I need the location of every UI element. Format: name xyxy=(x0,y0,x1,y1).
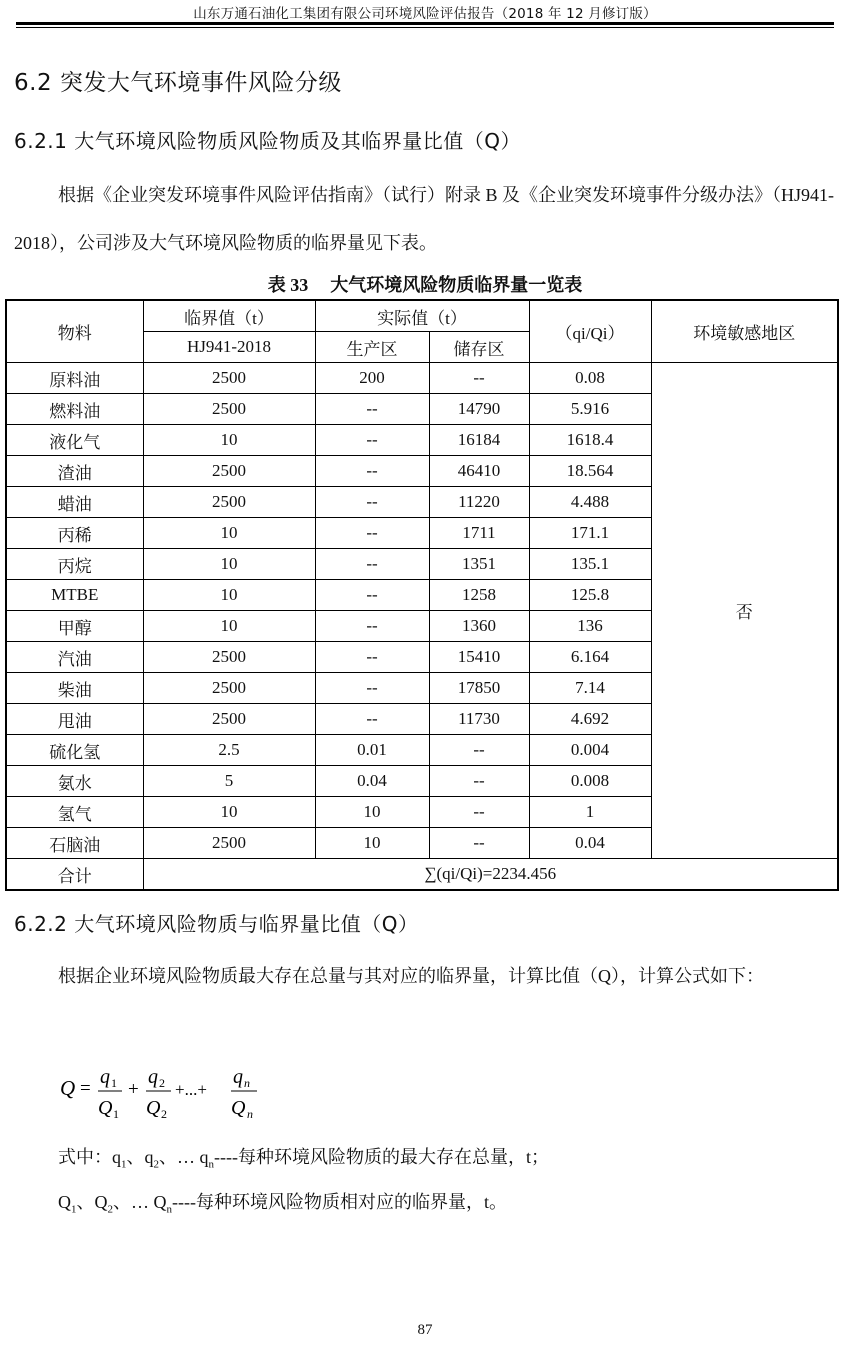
cell-storage: 16184 xyxy=(429,425,529,456)
cell-production: 10 xyxy=(315,828,429,859)
cell-critical: 2500 xyxy=(143,704,315,735)
cell-ratio: 1 xyxy=(529,797,651,828)
cell-ratio: 136 xyxy=(529,611,651,642)
cell-critical: 10 xyxy=(143,518,315,549)
cell-storage: 1360 xyxy=(429,611,529,642)
cell-ratio: 18.564 xyxy=(529,456,651,487)
formula-lhs: Q xyxy=(60,1076,76,1100)
cell-material: 燃料油 xyxy=(6,394,143,425)
cell-material: 蜡油 xyxy=(6,487,143,518)
cell-material: 氨水 xyxy=(6,766,143,797)
table-caption xyxy=(0,271,850,297)
cell-storage: 14790 xyxy=(429,394,529,425)
header-critical-standard: HJ941-2018 xyxy=(143,332,315,363)
risk-substance-table xyxy=(5,299,839,891)
cell-critical: 2500 xyxy=(143,456,315,487)
formula-t1-num: q xyxy=(100,1066,110,1088)
cell-critical: 10 xyxy=(143,580,315,611)
cell-production: -- xyxy=(315,580,429,611)
cell-critical: 2500 xyxy=(143,642,315,673)
definition-Q xyxy=(58,1188,507,1216)
cell-production: -- xyxy=(315,394,429,425)
cell-material: 氢气 xyxy=(6,797,143,828)
page-number: 87 xyxy=(417,1322,433,1338)
cell-ratio: 4.488 xyxy=(529,487,651,518)
cell-critical: 10 xyxy=(143,549,315,580)
cell-ratio: 0.04 xyxy=(529,828,651,859)
cell-ratio: 135.1 xyxy=(529,549,651,580)
def-q-sub-2: 2 xyxy=(153,1158,159,1171)
table-total-row xyxy=(6,859,838,891)
cell-storage: 11730 xyxy=(429,704,529,735)
header-critical: 临界值（t） xyxy=(143,300,315,332)
def-q-sub-n: n xyxy=(208,1158,214,1171)
cell-production: -- xyxy=(315,456,429,487)
cell-ratio: 4.692 xyxy=(529,704,651,735)
cell-material: 渣油 xyxy=(6,456,143,487)
cell-ratio: 125.8 xyxy=(529,580,651,611)
formula-tn-num-sub: n xyxy=(244,1076,250,1090)
formula-t1-den: Q xyxy=(98,1097,113,1119)
cell-critical: 10 xyxy=(143,611,315,642)
cell-material: 原料油 xyxy=(6,363,143,394)
cell-critical: 2500 xyxy=(143,394,315,425)
cell-ratio: 6.164 xyxy=(529,642,651,673)
def-Q-sub-n: n xyxy=(166,1203,172,1216)
def-q-sub-1: 1 xyxy=(121,1158,127,1171)
subsection-heading-2: 6.2.2 大气环境风险物质与临界量比值（Q） xyxy=(14,912,419,936)
formula-t1-num-sub: 1 xyxy=(111,1076,117,1090)
cell-material: 汽油 xyxy=(6,642,143,673)
paragraph-1: 根据《企业突发环境事件风险评估指南》（试行）附录 B 及《企业突发环境事件分级办法》（HJ941-2018），公司涉及大气环境风险物质的临界量见下表。 xyxy=(14,185,834,253)
paragraph-2: 根据企业环境风险物质最大存在总量与其对应的临界量，计算比值（Q），计算公式如下： xyxy=(58,966,764,986)
header-production: 生产区 xyxy=(315,332,429,363)
formula-dots: +...+ xyxy=(175,1080,207,1099)
cell-storage: 1711 xyxy=(429,518,529,549)
formula-t2-den-sub: 2 xyxy=(161,1107,167,1121)
cell-material: MTBE xyxy=(6,580,143,611)
cell-production: 10 xyxy=(315,797,429,828)
cell-storage: 17850 xyxy=(429,673,529,704)
cell-production: -- xyxy=(315,642,429,673)
header-storage: 储存区 xyxy=(429,332,529,363)
cell-critical: 2500 xyxy=(143,487,315,518)
total-value: ∑(qi/Qi)=2234.456 xyxy=(143,859,838,891)
cell-storage: 1351 xyxy=(429,549,529,580)
cell-critical: 5 xyxy=(143,766,315,797)
cell-material: 甩油 xyxy=(6,704,143,735)
cell-ratio: 0.004 xyxy=(529,735,651,766)
q-formula xyxy=(60,1060,300,1122)
header-actual: 实际值（t） xyxy=(315,300,529,332)
cell-critical: 10 xyxy=(143,797,315,828)
cell-production: -- xyxy=(315,425,429,456)
formula-t2-num: q xyxy=(148,1066,158,1088)
cell-material: 丙烷 xyxy=(6,549,143,580)
formula-equals: = xyxy=(80,1078,91,1099)
cell-production: -- xyxy=(315,549,429,580)
cell-production: 0.01 xyxy=(315,735,429,766)
cell-storage: 11220 xyxy=(429,487,529,518)
cell-ratio: 7.14 xyxy=(529,673,651,704)
cell-material: 液化气 xyxy=(6,425,143,456)
cell-critical: 2500 xyxy=(143,828,315,859)
table-row xyxy=(6,363,838,394)
header-sensitive: 环境敏感地区 xyxy=(651,300,838,363)
def-Q-sep-2: 、… Q xyxy=(113,1192,167,1212)
cell-material: 柴油 xyxy=(6,673,143,704)
cell-storage: -- xyxy=(429,797,529,828)
cell-storage: -- xyxy=(429,828,529,859)
table-caption-title: 大气环境风险物质临界量一览表 xyxy=(330,275,583,295)
cell-critical: 2500 xyxy=(143,363,315,394)
formula-tn-den: Q xyxy=(231,1097,246,1119)
cell-storage: -- xyxy=(429,766,529,797)
def-q-prefix: 式中：q xyxy=(58,1147,121,1167)
def-q-sep-2: 、… q xyxy=(159,1147,209,1167)
cell-storage: 1258 xyxy=(429,580,529,611)
cell-production: -- xyxy=(315,611,429,642)
cell-critical: 10 xyxy=(143,425,315,456)
table-caption-number: 表 33 xyxy=(267,275,309,295)
header-ratio: （qi/Qi） xyxy=(529,300,651,363)
formula-t2-num-sub: 2 xyxy=(159,1076,165,1090)
cell-production: -- xyxy=(315,673,429,704)
cell-material: 硫化氢 xyxy=(6,735,143,766)
total-label: 合计 xyxy=(6,859,143,891)
cell-storage: 15410 xyxy=(429,642,529,673)
cell-storage: 46410 xyxy=(429,456,529,487)
page-header: 山东万通石油化工集团有限公司环境风险评估报告（2018 年 12 月修订版） xyxy=(193,6,657,22)
cell-storage: -- xyxy=(429,735,529,766)
definition-q xyxy=(58,1143,549,1171)
cell-material: 丙稀 xyxy=(6,518,143,549)
cell-storage: -- xyxy=(429,363,529,394)
section-heading: 6.2 突发大气环境事件风险分级 xyxy=(14,70,342,96)
cell-production: -- xyxy=(315,704,429,735)
header-divider xyxy=(16,22,834,25)
formula-tn-num: q xyxy=(233,1066,243,1088)
subsection-heading-1: 6.2.1 大气环境风险物质风险物质及其临界量比值（Q） xyxy=(14,129,521,153)
header-divider-thin xyxy=(16,27,834,28)
cell-material: 甲醇 xyxy=(6,611,143,642)
cell-ratio: 171.1 xyxy=(529,518,651,549)
formula-t1-den-sub: 1 xyxy=(113,1107,119,1121)
header-material: 物料 xyxy=(6,300,143,363)
cell-production: 200 xyxy=(315,363,429,394)
def-Q-sub-2: 2 xyxy=(107,1203,113,1216)
cell-ratio: 0.08 xyxy=(529,363,651,394)
def-Q-sep-1: 、Q xyxy=(76,1192,108,1212)
formula-plus: + xyxy=(128,1079,139,1100)
def-Q-sub-1: 1 xyxy=(71,1203,77,1216)
cell-ratio: 1618.4 xyxy=(529,425,651,456)
cell-ratio: 0.008 xyxy=(529,766,651,797)
cell-material: 石脑油 xyxy=(6,828,143,859)
def-q-sep-1: 、q xyxy=(126,1147,154,1167)
cell-sensitive: 否 xyxy=(651,363,838,859)
def-q-suffix: ----每种环境风险物质的最大存在总量，t； xyxy=(214,1147,549,1167)
def-Q-prefix: Q xyxy=(58,1192,71,1212)
cell-critical: 2.5 xyxy=(143,735,315,766)
cell-ratio: 5.916 xyxy=(529,394,651,425)
cell-production: 0.04 xyxy=(315,766,429,797)
formula-tn-den-sub: n xyxy=(247,1107,253,1121)
cell-production: -- xyxy=(315,518,429,549)
cell-critical: 2500 xyxy=(143,673,315,704)
cell-production: -- xyxy=(315,487,429,518)
formula-t2-den: Q xyxy=(146,1097,161,1119)
def-Q-suffix: ----每种环境风险物质相对应的临界量，t。 xyxy=(172,1192,507,1212)
